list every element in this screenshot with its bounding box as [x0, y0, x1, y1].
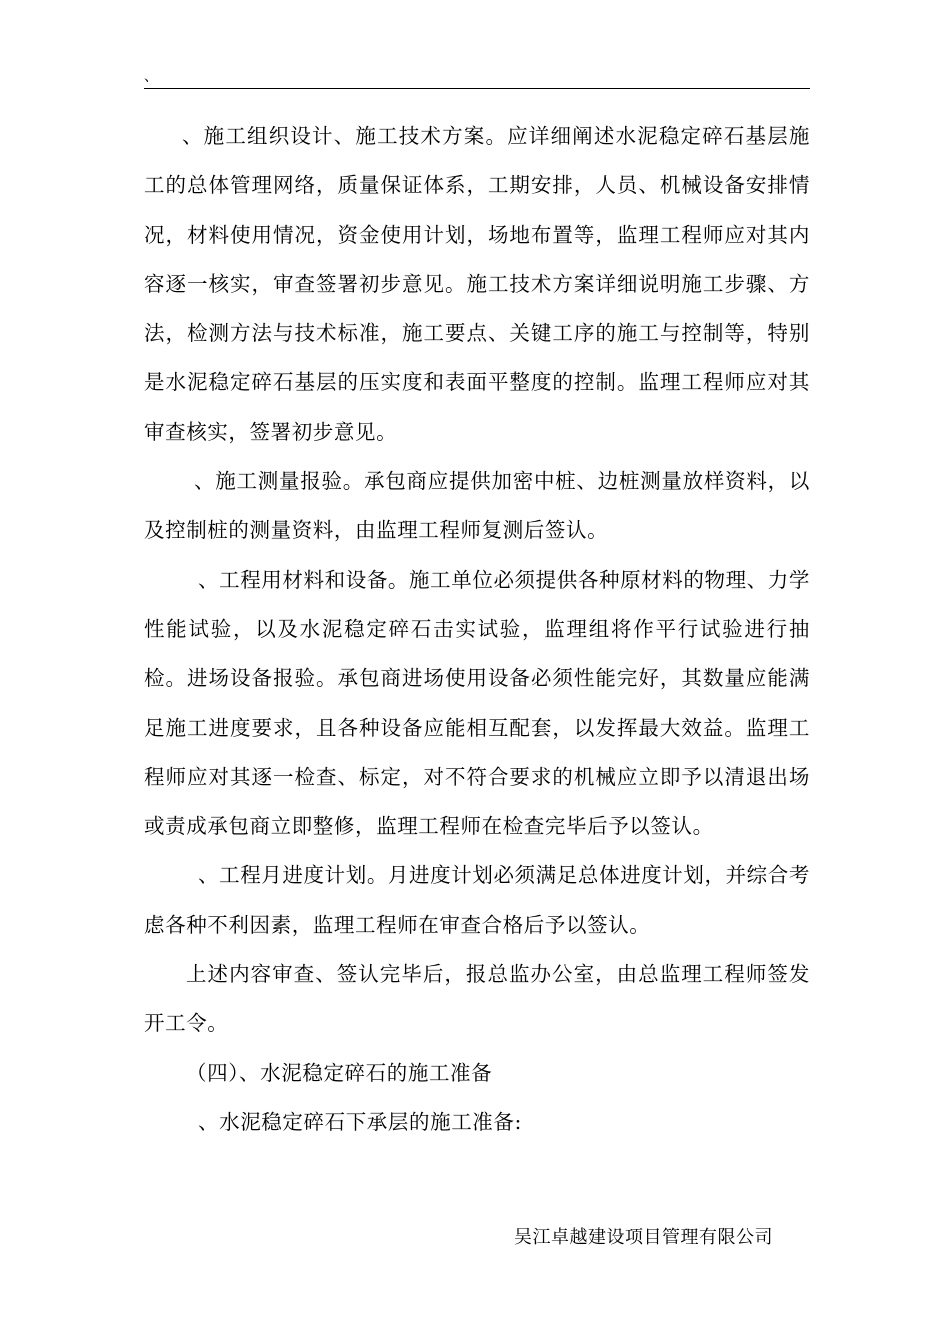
paragraph-subbase-preparation: 、水泥稳定碎石下承层的施工准备: [198, 1109, 523, 1134]
paragraph-construction-design: 、施工组织设计、施工技术方案。应详细阐述水泥稳定碎石基层施工的总体管理网络，质量保证体系，工期安排，人员、机械设备安排情况，材料使用情况，资金使用计划，场地布置等，监理工程师应对其内容逐一核实，审查签署初步意见。施工技术方案详细说明施工步骤、方法，检测方法与技术标准，施工要点、关键工序的施工与控制等，特别是水泥稳定碎石基层的压实度和表面平整度的控制。监理工程师应对其审查核实，签署初步意见。 [144, 124, 810, 444]
paragraph-materials-equipment: 、工程用材料和设备。施工单位必须提供各种原材料的物理、力学性能试验，以及水泥稳定碎石击实试验，监理组将作平行试验进行抽检。进场设备报验。承包商进场使用设备必须性能完好，其数量应能满足施工进度要求，且各种设备应能相互配套，以发挥最大效益。监理工程师应对其逐一检查、标定，对不符合要求的机械应立即予以清退出场或责成承包商立即整修，监理工程师在检查完毕后予以签认。 [144, 567, 810, 839]
paragraph-monthly-schedule: 、工程月进度计划。月进度计划必须满足总体进度计划，并综合考虑各种不利因素，监理工程师在审查合格后予以签认。 [144, 863, 810, 937]
header-rule [144, 88, 810, 89]
paragraph-survey-inspection: 、施工测量报验。承包商应提供加密中桩、边桩测量放样资料，以及控制桩的测量资料，由监理工程师复测后签认。 [144, 469, 810, 543]
header-mark: 、 [144, 69, 158, 85]
footer-company: 吴江卓越建设项目管理有限公司 [514, 1227, 773, 1248]
section-heading: （四）、水泥稳定碎石的施工准备 [186, 1060, 493, 1085]
paragraph-start-order: 上述内容审查、签认完毕后，报总监办公室，由总监理工程师签发开工令。 [144, 962, 810, 1036]
document-body [144, 112, 810, 1147]
